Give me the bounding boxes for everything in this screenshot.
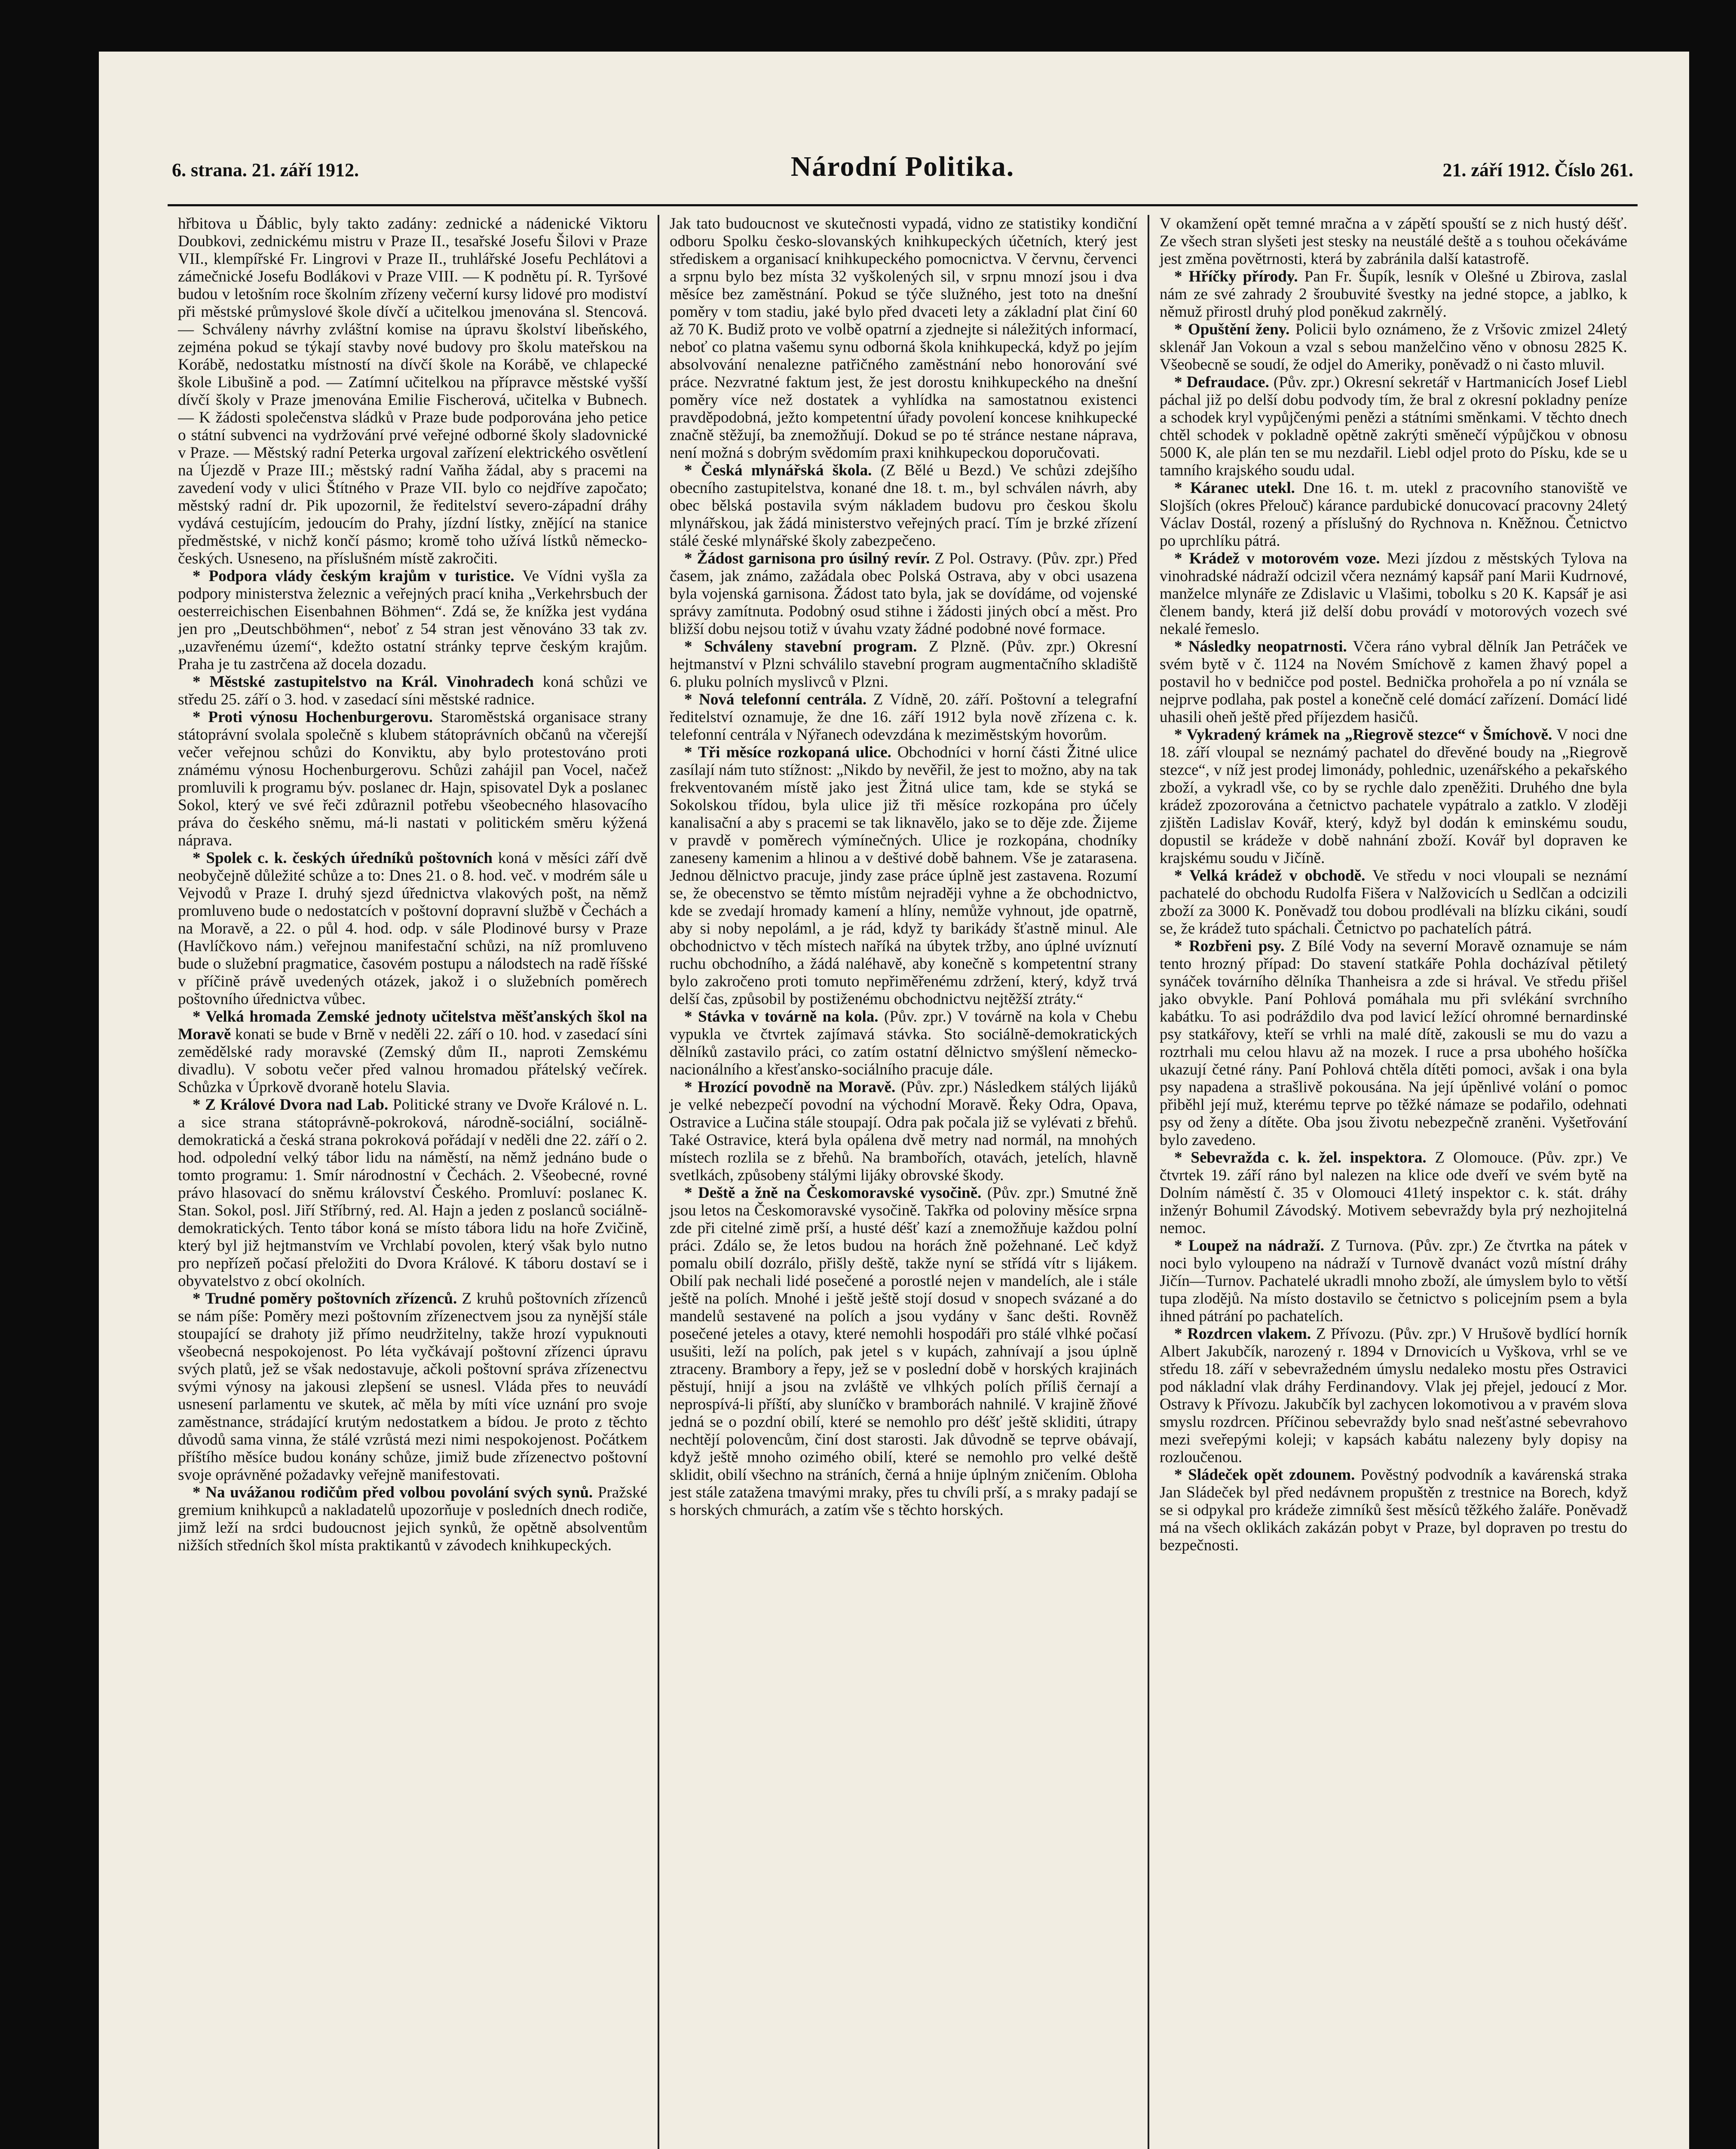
article-paragraph bbox=[1160, 937, 1627, 1149]
article-heading: * Podpora vlády českým krajům v turistice. bbox=[193, 567, 514, 585]
article-paragraph bbox=[1160, 373, 1627, 479]
article-text: Z Pol. Ostravy. (Pův. zpr.) Před časem, jak známo, zažádala obec Polská Ostrava, aby v obci usazena byla vojenská garnisona. Žádost tato byla, jak se dovídáme, od vojenské správy zamítnuta. Podobný osud stihne i žádosti jiných obcí a měst. Pro bližší dobu nejsou totiž v úvahu vzaty žádné podobné nové formace. bbox=[670, 550, 1138, 638]
article-paragraph bbox=[670, 691, 1137, 744]
article-text: Z kruhů poštovních zřízenců se nám píše: Poměry mezi poštovním zřízenectvem jsou za nynější stále stoupající se drahoty již přímo neudržitelny, takže hrozí vypuknouti všeobecná nespokojenost. Po léta vyčkávají poštovní zřízenci úpravu svých platů, jež se však nedostavuje, ačkoli poštovní správa zřízenectvu svými výnosy na jakousi zlepšení se usnesl. Vláda přes to neuvádí usnesení parlamentu ve skutek, ač měla by míti více uznání pro svoje zaměstnance, strádající krutým nedostatkem a bídou. Je proto z těchto důvodů sama vinna, že stálé vzrůstá mezi nimi nespokojenost. Počátkem příštího měsíce budou konány schůze, jimiž bude zřízenectvo poštovní svoje oprávněné požadavky veřejně manifestovati. bbox=[178, 1290, 647, 1484]
article-heading: * Sládeček opět zdounem. bbox=[1174, 1466, 1355, 1484]
article-heading: * Krádež v motorovém voze. bbox=[1174, 550, 1380, 567]
article-text: (Pův. zpr.) Následkem stálých lijáků je velké nebezpečí povodní na východní Moravě. Řeky Odra, Opava, Ostravice a Lučina stále stoupají. Odra pak počala již se vylévati z břehů. Také Ostravice, která byla opálena dvě metry nad normál, na mnohých místech rozlila se z břehů. Na brambořích, otavách, jetelích, hlavně svetlkách, způsobeny stálými lijáky obrovské škody. bbox=[670, 1078, 1138, 1184]
article-text: (Z Bělé u Bezd.) Ve schůzi zdejšího obecního zastupitelstva, konané dne 18. t. m., byl schválen návrh, aby obec bělská postavila svým nákladem budovu pro českou školu mlynářskou, jak žádá ministerstvo veřejných prací. Tím je brzké zřízení stálé české mlynářské školy zabezpečeno. bbox=[670, 462, 1138, 550]
article-paragraph bbox=[178, 849, 647, 1008]
article-heading: * Defraudace. bbox=[1174, 373, 1269, 391]
article-paragraph bbox=[1160, 1237, 1627, 1325]
article-paragraph bbox=[178, 1008, 647, 1096]
article-text: Z Bílé Vody na severní Moravě oznamuje se nám tento hrozný případ: Do stavení statkáře Pohla docházíval pětiletý synáček továrního dělníka Thanheisra a zde si hrával. Ve středu přišel jako obvykle. Paní Pohlová pomáhala mu při svlékání svrchního kabátku. To asi podráždilo dva pod lavicí ležící ohromné bernardinské psy statkářovy, kteří se vrhli na malé dítě, zakousli se mu do vazu a roztrhali mu celou hlavu až na mozek. I ruce a prsa ubohého hošíčka ukazují četné rány. Paní Pohlová chtěla dítěti pomoci, avšak i ona byla psy napadena a strašlivě pokousána. Na její úpěnlivé volání o pomoc přiběhl její muž, kterému teprve po těžké námaze se podařilo, odehnati psy od ženy a dítěte. Oba jsou životu nebezpečně zraněni. Vyšetřování bylo zavedeno. bbox=[1160, 937, 1627, 1149]
article-heading: * Tři měsíce rozkopaná ulice. bbox=[684, 744, 891, 761]
article-paragraph bbox=[670, 638, 1137, 691]
date-issue-number: 21. září 1912. Číslo 261. bbox=[1442, 159, 1633, 181]
article-heading: * Sebevražda c. k. žel. inspektora. bbox=[1174, 1149, 1427, 1166]
article-text: (Pův. zpr.) Smutné žně jsou letos na Českomoravské vysočině. Takřka od poloviny měsíce srpna zde při citelné zimě prší, a husté déšť kazí a znemožňuje každou polní práci. Zdálo se, že letos budou na horách žně požehnané. Leč když pomalu obilí dozrálo, přišly deště, takže nyní se střídá vítr s lijákem. Obilí pak nechali lidé posečené a porostlé nejen v mandelích, ale i stále ještě na polích. Mnohé i ještě ještě stojí dosud v snopech svázané a do mandelů sestavené na polích a jsou vydány v šanc dešti. Rovněž posečené jeteles a otavy, které nemohli hospodáři pro stálé vlhké počasí usušiti, leží na polích, pak jetel s v kupách, zahnívají a jsou úplně ztraceny. Brambory a řepy, jež se v poslední době v horských krajinách pěstují, hnijí a jsou na zvláště ve vlhkých polích příliš černají a neprospívá-li příští, aby sluníčko v bramborách nahnilé. V krajině žňové jedná se o pozdní obilí, které se nemohlo pro déšť ještě skliditi, útrapy nechtějí polovencům, činí dost starosti. Jak důvodně se teprve obávají, když ještě mnoho ozimého obilí, které se nemohlo pro velké deště sklidit, obilí všechno na stráních, černá a hnije úplným zničením. Obloha jest stále zatažena tmavými mraky, přes tu chvíli prší, a s mraky padají se s horských chmurách, a zatím vše s těchto horských. bbox=[670, 1184, 1137, 1519]
column-2 bbox=[658, 215, 1148, 2149]
article-text: Z Přívozu. (Pův. zpr.) V Hrušově bydlící horník Albert Jakubčík, narozený r. 1894 v Drnovicích u Vyškova, vrhl se ve středu 18. září v sebevražedném úmyslu nedaleko mostu přes Ostravici pod nákladní vlak dráhy Ferdinandovy. Vlak jej přejel, jedoucí z Mor. Ostravy k Přívozu. Jakubčík byl zachycen lokomotivou a v pravém slova smyslu rozdrcen. Příčinou sebevraždy bylo snad nešťastné sebevrahovo mezi sveřepými koleji; v kapsách kabátu nalezeny byly dopisy na rozloučenou. bbox=[1160, 1325, 1628, 1466]
article-paragraph bbox=[1160, 1466, 1627, 1554]
article-paragraph bbox=[1160, 1325, 1627, 1466]
page-number-date: 6. strana. 21. září 1912. bbox=[172, 159, 359, 181]
article-heading: * Vykradený krámek na „Riegrově stezce“ v Šmíchově. bbox=[1174, 726, 1552, 744]
article-paragraph bbox=[1160, 479, 1627, 550]
article-paragraph bbox=[178, 708, 647, 849]
article-heading: * Káranec utekl. bbox=[1174, 479, 1295, 497]
article-text: Pověstný podvodník a kavárenská straka Jan Sládeček byl před nedávnem propuštěn z trestnice na Borech, když se si odpykal pro krádeže zimníků šest měsíců těžkého žaláře. Poněvadž má na všech oklikách zakázán pobyt v Praze, byl dopraven po trestu do bezpečnosti. bbox=[1160, 1466, 1628, 1554]
article-heading: * Loupež na nádraží. bbox=[1174, 1237, 1324, 1255]
article-text: (Pův. zpr.) V továrně na kola v Chebu vypukla ve čtvrtek zajímavá stávka. Sto sociálně-demokratických dělníků zastavilo práci, co zatím ostatní dělnictvo smýšlení německo-nacionálního a křesťansko-sociálního pracuje dále. bbox=[670, 1008, 1138, 1078]
article-heading: * Deště a žně na Českomoravské vysočině. bbox=[684, 1184, 982, 1202]
article-heading: * Městské zastupitelstvo na Král. Vinohradech bbox=[193, 673, 534, 691]
article-heading: * Nová telefonní centrála. bbox=[684, 691, 867, 708]
article-text: Jak tato budoucnost ve skutečnosti vypadá, vidno ze statistiky kondiční odboru Spolku česko-slovanských knihkupeckých účetních, který jest střediskem a organisací knihkupeckého pomocnictva. V červnu, červenci a srpnu bylo bez místa 32 vyškolených sil, v srpnu mnozí jsou i dva měsíce bez zaměstnání. Pokud se týče služného, jest toto na dnešní poměry v tom stadiu, jaké bylo před dvaceti lety a základní plat činí 60 až 70 K. Budiž proto ve volbě opatrní a zjednejte si náležitých informací, neboť co platna vašemu synu odborná škola knihkupecká, když po jejím absolvování nenalezne patřičného zaměstnání nebo honorování své práce. Nezvratné faktum jest, že jest dorostu knihkupeckého na dnešní poměry více než dostatek a vyhlídka na samostatnou existenci pravděpodobná, ježto kompetentní úřady povolení koncese knihkupecké značně stěžují, ba znemožňují. Dokud se po té stránce nestane náprava, není možná s dobrým svědomím praxi knihkupeckou doporučovati. bbox=[670, 215, 1137, 462]
article-paragraph bbox=[178, 215, 647, 567]
article-text: Z Plzně. (Pův. zpr.) Okresní hejtmanství v Plzni schválilo stavební program augmentačního skladiště 6. pluku polních myslivců v Plzni. bbox=[670, 638, 1138, 691]
article-text: koná schůzi ve středu 25. září o 3. hod. v zasedací síni městské radnice. bbox=[178, 673, 647, 708]
article-heading: * Opuštění ženy. bbox=[1174, 321, 1290, 338]
article-paragraph bbox=[178, 673, 647, 708]
article-text: Dne 16. t. m. utekl z pracovního stanoviště ve Slojších (okres Přelouč) kárance pardubické donucovací pracovny 24letý Václav Dostál, rozený a příslušný do Rychnova n. Kněžnou. Četnictvo po uprchlíku pátrá. bbox=[1160, 479, 1627, 550]
article-heading: * Velká krádež v obchodě. bbox=[1174, 867, 1366, 885]
article-heading: * Stávka v továrně na kola. bbox=[684, 1008, 879, 1026]
article-paragraph bbox=[1160, 268, 1627, 321]
article-paragraph bbox=[670, 1078, 1137, 1184]
article-heading: * Rozbřeni psy. bbox=[1174, 937, 1285, 955]
article-paragraph bbox=[670, 744, 1137, 1008]
page-header bbox=[172, 146, 1633, 198]
article-paragraph bbox=[670, 550, 1137, 638]
article-paragraph bbox=[1160, 638, 1627, 726]
article-heading: * Hrozící povodně na Moravě. bbox=[684, 1078, 896, 1096]
article-heading: * Proti výnosu Hochenburgerovu. bbox=[193, 708, 433, 726]
article-heading: * Žádost garnisona pro úsilný revír. bbox=[684, 550, 930, 567]
article-text: Ve středu v noci vloupali se neznámí pachatelé do obchodu Rudolfa Fišera v Nalžovicích u Sedlčan a odcizili zboží za 3000 K. Poněvadž tou dobou prodlévali na blízku cikáni, soudí se, že krádež tuto spáchali. Četnictvo po pachatelích pátrá. bbox=[1160, 867, 1627, 937]
article-heading: * Spolek c. k. českých úředníků poštovních bbox=[193, 849, 493, 867]
article-text: Pražské gremium knihkupců a nakladatelů upozorňuje v posledních dnech rodiče, jimž leží na srdci budoucnost jejich synků, že opětně absolventům nižších středních škol místa praktikantů v závodech knihkupeckých. bbox=[178, 1484, 647, 1554]
article-paragraph bbox=[670, 215, 1137, 462]
masthead: Národní Politika. bbox=[790, 151, 1015, 182]
article-paragraph bbox=[1160, 321, 1627, 373]
article-text: Z Olomouce. (Pův. zpr.) Ve čtvrtek 19. září ráno byl nalezen na klice ode dveří ve svém bytě na Dolním náměstí č. 35 v Olomouci 41letý inspektor c. k. stát. dráhy inženýr Bohumil Závodský. Motivem sebevraždy byla prý nezhojitelná nemoc. bbox=[1160, 1149, 1627, 1237]
article-text: konati se bude v Brně v neděli 22. září o 10. hod. v zasedací síni zemědělské rady moravské (Zemský dům II., naproti Zemskému divadlu). V sobotu večer před valnou hromadou přátelský večírek. Schůzka v Úprkově dvoraně hotelu Slavia. bbox=[178, 1026, 648, 1096]
article-text: Pan Fr. Šupík, lesník v Olešné u Zbirova, zaslal nám ze své zahrady 2 šroubuvité švestky na jedné stopce, a jablko, k němuž přirostl druhý plod poněkud zakrnělý. bbox=[1160, 268, 1627, 321]
article-text: V okamžení opět temné mračna a v zápětí spouští se z nich hustý déšť. Ze všech stran slyšeti jest stesky na neustálé deště a s touhou očekáváme jest změna povětrnosti, která by zabránila další katastrofě. bbox=[1160, 215, 1627, 268]
article-paragraph bbox=[178, 1290, 647, 1484]
article-text: hřbitova u Ďáblic, byly takto zadány: zednické a nádenické Viktoru Doubkovi, zednickému mistru v Praze II., tesařské Josefu Šilovi v Praze VII., klempířské Fr. Lingrovi v Praze II., truhlářské Josefu Pechlátovi a zámečnické Josefu Bodlákovi v Praze VIII. — K podnětu pí. R. Tyršové budou v letošním roce školním zřízeny večerní kursy lidové pro modiství při městské průmyslové škole dívčí a učitelkou jmenována sl. Stencová. — Schváleny návrhy zvláštní komise na úpravu školství libeňského, zejména pokud se týkají stavby nové budovy pro školu mateřskou na Korábě, nedostatku místností na dívčí škole na Korábě, ve chlapecké škole Libušině a pod. — Zatímní učitelkou na přípravce městské vyšší dívčí školy v Praze jmenována Emilie Fischerová, učitelka v Bubnech. — K žádosti společenstva sládků v Praze bude podporována jeho petice o státní subvenci na vydržování prvé veřejné odborné školy sladovnické v Praze. — Městský radní Peterka urgoval zařízení elektrického osvětlení na Újezdě v Praze III.; městský radní Vaňha žádal, aby s pracemi na zavedení vody v ulici Štítného v Praze VII. bylo co nejdříve započato; městský radní dr. Pik upozornil, že ředitelství severo-západní dráhy vydává cestujícím, jedoucím do Prahy, jízdní lístky, znějící na stanice předměstské, v nichž končí pásmo; kromě toho užívá lístků německo-českých. Usneseno, na příslušném místě zakročiti. bbox=[178, 215, 647, 567]
article-paragraph bbox=[670, 1008, 1137, 1078]
article-text: V noci dne 18. září vloupal se neznámý pachatel do dřevěné boudy na „Riegrově stezce“, v níž jest prodej limonády, pohlednic, uzenářského a pekařského zboží, a vykradl vše, co by se rychle dalo zpeněžiti. Druhého dne byla krádež zpozorována a četnictvo pachatele vypátralo a zatklo. V zloději zjištěn Ladislav Kovář, který, když byl dodán k eminskému soudu, dopustil se krádeže v době nahnání zboží. Kovář byl dopraven ke krajskému soudu v Jičíně. bbox=[1160, 726, 1627, 867]
article-heading: * Následky neopatrnosti. bbox=[1174, 638, 1347, 655]
article-text: Ve Vídni vyšla za podpory ministerstva železnic a veřejných prací kniha „Verkehrsbuch der oesterreichischen Eisenbahnen Böhmen“. Zdá se, že knížka jest vydána jen pro „Deutschböhmen“, neboť z 54 stran jest věnováno 33 tak zv. „uzavřenému území“, kdežto ostatní stránky teprve českým krajům. Praha je tu zastrčena až docela dozadu. bbox=[178, 567, 647, 673]
article-heading: * Česká mlynářská škola. bbox=[684, 462, 872, 479]
article-columns bbox=[168, 215, 1638, 2149]
article-text: koná v měsíci září dvě neobyčejně důležité schůze a to: Dnes 21. o 8. hod. več. v modrém sále u Vejvodů v Praze I. druhý sjezd úřednictva vlakových pošt, na němž promluveno bude o nedostatcích v poštovní dopravní službě v Čechách a na Moravě, a 22. o půl 4. hod. odp. v sále Plodinové bursy v Praze (Havlíčkovo nám.) veřejnou manifestační schůzi, na níž promluveno bude o služební pragmatice, časovém postupu a nálodstech na radě říšské v příčině právě uvedených otázek, jakož i o služebních poměrech poštovního úřednictva vůbec. bbox=[178, 849, 647, 1008]
article-text: Včera ráno vybral dělník Jan Petráček ve svém bytě v č. 1124 na Novém Smíchově z kamen žhavý popel a postavil ho v bedničce pod postel. Bednička prohořela a po ní vznála se nejprve podlaha, pak postel a konečně celé domácí zařízení. Domácí lidé uhasili oheň ještě před příjezdem hasičů. bbox=[1160, 638, 1627, 726]
article-heading: * Rozdrcen vlakem. bbox=[1174, 1325, 1311, 1343]
article-text: Politické strany ve Dvoře Králové n. L. a sice strana státoprávně-pokroková, národně-sociální, sociálně-demokratická a česká strana pokroková pořádají v neděli dne 22. září o 2. hod. odpolední velký tábor lidu na náměstí, na němž jednáno bude o tomto programu: 1. Smír národnostní v Čechách. 2. Všeobecné, rovné právo hlasovací do sněmu království Českého. Promluví: poslanec K. Stan. Sokol, posl. Jiří Stříbrný, red. Al. Hajn a jeden z poslanců sociálně-demokratických. Tento tábor koná se místo tábora lidu na hoře Zvičině, který byl již hejtmanstvím ve Vrchlabí povolen, který však bylo nutno pro nepřízeň počasí přeložiti do Dvora Králové. K táboru dostaví se i obyvatelstvo z obcí okolních. bbox=[178, 1096, 647, 1290]
article-paragraph bbox=[178, 1484, 647, 1554]
article-heading: * Schváleny stavební program. bbox=[684, 638, 917, 655]
article-text: Z Vídně, 20. září. Poštovní a telegrafní ředitelství oznamuje, že dne 16. září 1912 byla nově zřízena c. k. telefonní centrála v Nýřanech odevzdána k meziměstským hovorům. bbox=[670, 691, 1138, 744]
newspaper-page bbox=[99, 52, 1689, 2149]
article-paragraph bbox=[178, 567, 647, 673]
article-text: (Pův. zpr.) Okresní sekretář v Hartmanicích Josef Liebl páchal již po delší dobu podvody tím, že bral z okresní pokladny peníze a schodek kryl vypůjčenými penězi a státními směnkami. V těchto dnech chtěl schodek v pokladně opětně zakrýti směnečí výpůjčkou v obnosu 5000 K, ale plán ten se mu nezdařil. Liebl odjel proto do Písku, kde se u tamního krajského soudu udal. bbox=[1160, 373, 1628, 479]
article-paragraph bbox=[178, 1096, 647, 1290]
article-paragraph bbox=[1160, 550, 1627, 638]
column-1 bbox=[168, 215, 658, 2149]
article-heading: * Na uvážanou rodičům před volbou povolání svých synů. bbox=[193, 1484, 593, 1501]
article-paragraph bbox=[670, 1184, 1137, 1519]
article-text: Obchodníci v horní části Žitné ulice zasílají nám tuto stížnost: „Nikdo by nevěřil, že jest to možno, aby na tak frekventovaném místě jako jest Žitná ulice tam, kde se styká se Sokolskou třídou, byla ulice již tři měsíce rozkopána pro účely kanalisační a aby s pracemi se tak liknavělo, jako se to děje zde. Žijeme v pravdě v poměrech výmínečných. Ulice je rozkopána, chodníky zaneseny kamenim a hlinou a v deštivé době bahnem. Vše je zatarasena. Jednou dělnictvo pracuje, jindy zase práce úplně jest zastavena. Rozumí se, že obecenstvo se těmto místům nejraději vyhne a že obchodnictvo, kde se zvedají hromady kamení a hlíny, nemůže vyhnout, jde opatrně, aby si noby nepoláml, a je rád, když ty barikády šťastně minul. Ale obchodnictvo v těch místech naříká na úbytek tržby, ano úplné uvíznutí ruchu obchodního, a žádá naléhavě, aby konečně s kompetentní strany bylo zakročeno proti tomuto nepřiměřenému zdržení, který, když trvá delší čas, způsobil by postiženému obchodnictvu nejtěžší ztráty.“ bbox=[670, 744, 1137, 1008]
article-heading: * Trudné poměry poštovních zřízenců. bbox=[193, 1290, 457, 1307]
article-text: Mezi jízdou z městských Tylova na vinohradské nádraží odcizil včera neznámý kapsář paní Marii Kudrnové, manželce mlynáře ze Zdislavic u Vlašimi, tobolku s 20 K. Kapsář je asi členem bandy, která již delší dobu provádí v motorových vozech své nekalé řemeslo. bbox=[1160, 550, 1628, 638]
article-text: Staroměstská organisace strany státoprávní svolala společně s klubem státoprávních občanů na včerejší večer veřejnou schůzi do Konviktu, aby bylo protestováno proti známému výnosu Hochenburgerovu. Schůzi zahájil pan Vocel, načež promluvili k programu býv. poslanec dr. Hajn, spisovatel Dyk a poslanec Sokol, který ve své řeči zdůraznil potřebu všeobecného hlasovacího práva do českého sněmu, má-li nastati v politickém směru kýžená náprava. bbox=[178, 708, 648, 849]
article-text: Policii bylo oznámeno, že z Vršovic zmizel 24letý sklenář Jan Vokoun a vzal s sebou manželčino věno v obnosu 2825 K. Všeobecně se soudí, že odjel do Ameriky, poněvadž o ni často mluvil. bbox=[1160, 321, 1627, 373]
article-paragraph bbox=[1160, 726, 1627, 867]
article-heading: * Hříčky přírody. bbox=[1174, 268, 1298, 285]
header-rule bbox=[168, 204, 1638, 206]
article-paragraph bbox=[670, 462, 1137, 550]
article-paragraph bbox=[1160, 867, 1627, 937]
article-heading: * Z Králové Dvora nad Lab. bbox=[193, 1096, 389, 1114]
article-text: Z Turnova. (Pův. zpr.) Ze čtvrtka na pátek v noci bylo vyloupeno na nádraží v Turnově dvanáct vozů místní dráhy Jičín—Turnov. Pachatelé ukradli mnoho zboží, ale úmyslem bylo to větší tupa zlodějů. Na místo dostavilo se četnictvo s policejním psem a byla ihned pátrání po pachatelích. bbox=[1160, 1237, 1627, 1325]
article-heading: * Velká hromada Zemské jednoty učitelstva měšťanských škol na Moravě bbox=[178, 1008, 647, 1043]
column-3 bbox=[1148, 215, 1638, 2149]
article-paragraph bbox=[1160, 215, 1627, 268]
article-paragraph bbox=[1160, 1149, 1627, 1237]
